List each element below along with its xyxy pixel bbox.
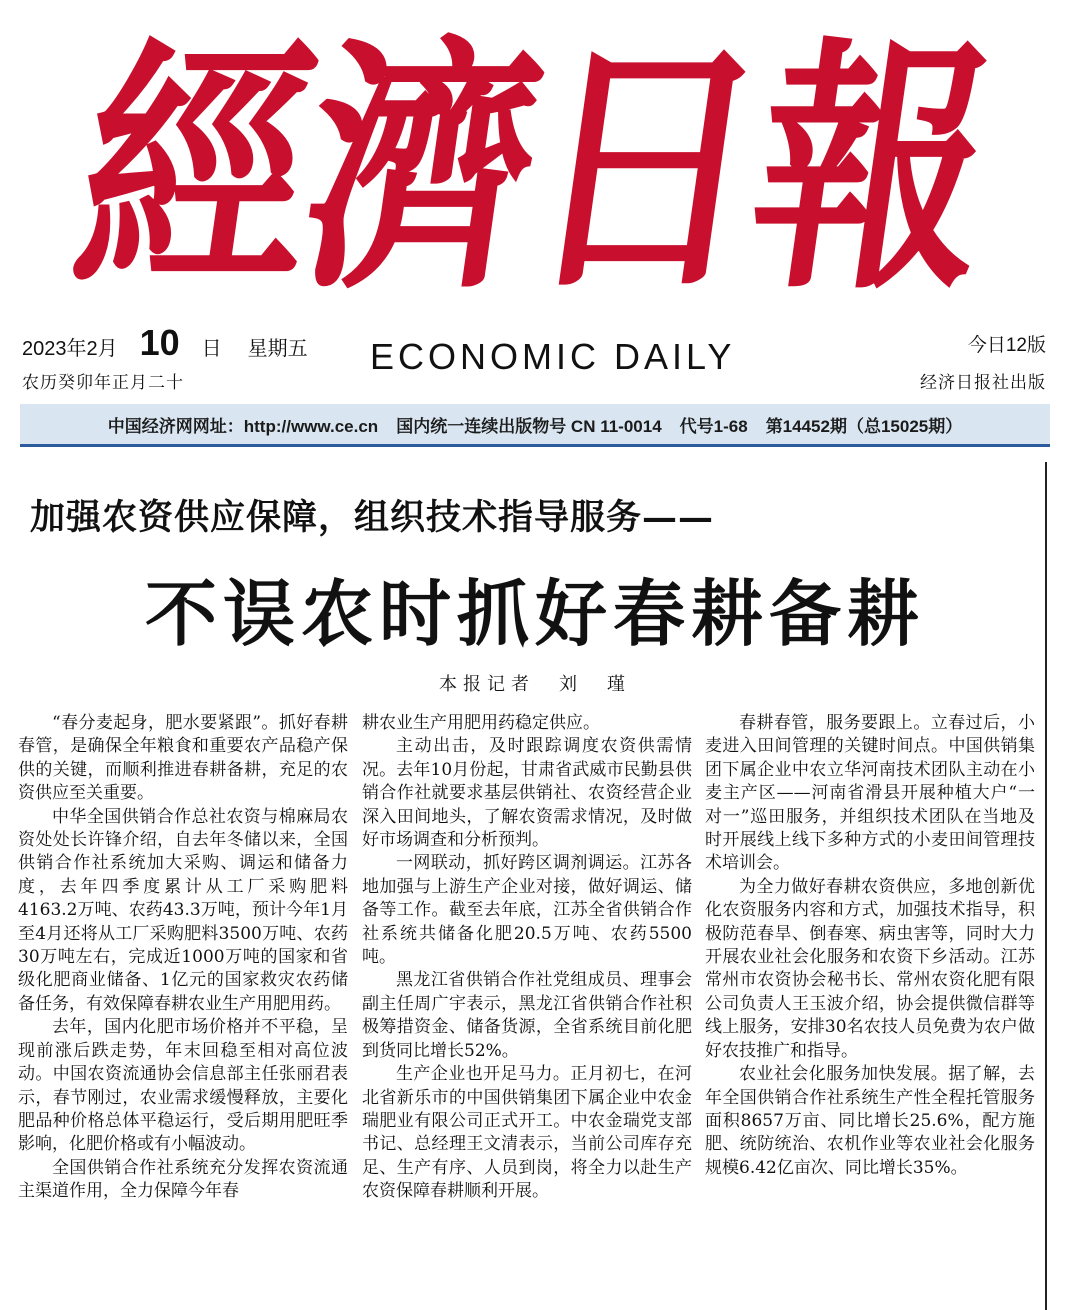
article-column-1 bbox=[18, 712, 348, 1204]
masthead-char: 濟 bbox=[285, 14, 550, 326]
weekday: 星期五 bbox=[247, 338, 308, 360]
paragraph: 主动出击，及时跟踪调度农资供需情况。去年10月份起，甘肃省武威市民勤县供销合作社就要求基层供销社、农资经营企业深入田间地头，了解农资需求情况，及时做好市场调查和分析预判。 bbox=[362, 736, 692, 851]
english-title: ECONOMIC DAILY bbox=[370, 336, 736, 377]
date-day: 10 bbox=[139, 322, 180, 363]
article-kicker: 加强农资供应保障，组织技术指导服务—— bbox=[30, 497, 715, 538]
article-headline: 不误农时抓好春耕备耕 bbox=[144, 572, 925, 656]
issue-number: 第14452期（总15025期） bbox=[765, 416, 963, 436]
article-column-2 bbox=[362, 712, 692, 1204]
paragraph: 春耕春管，服务要跟上。立春过后，小麦进入田间管理的关键时间点。中国供销集团下属企业中农立华河南技术团队主动在小麦主产区——河南省滑县开展种植大户“一对一”巡田服务，并组织技术团队在当地及时开展线上线下多种方式的小麦田间管理技术培训会。 bbox=[705, 713, 1035, 874]
masthead-char: 經 bbox=[60, 14, 325, 326]
masthead-char: 報 bbox=[735, 14, 1000, 326]
date-prefix: 2023年2月 bbox=[22, 338, 118, 360]
paragraph: 去年，国内化肥市场价格并不平稳，呈现前涨后跌走势，年末回稳至相对高位波动。中国农资流通协会信息部主任张丽君表示，春节刚过，农业需求缓慢释放，主要化肥品种价格总体平稳运行，受后期用肥旺季影响，化肥价格或有小幅波动。 bbox=[18, 1017, 348, 1155]
serial-number: 国内统一连续出版物号 CN 11-0014 bbox=[396, 416, 662, 436]
article-byline: 本报记者 刘 瑾 bbox=[439, 674, 631, 695]
paragraph: 耕农业生产用肥用药稳定供应。 bbox=[362, 713, 600, 733]
paragraph: 农业社会化服务加快发展。据了解，去年全国供销合作社系统生产性全程托管服务面积8657万亩、同比增长25.6%，配方施肥、统防统治、农机作业等农业社会化服务规模6.42亿亩次、同比增长35%。 bbox=[705, 1064, 1035, 1178]
lunar-date: 农历癸卯年正月二十 bbox=[22, 373, 184, 393]
paragraph: 黑龙江省供销合作社党组成员、理事会副主任周广宇表示，黑龙江省供销合作社积极筹措资金、储备货源，全省系统目前化肥到货同比增长52%。 bbox=[362, 970, 692, 1061]
paragraph: 一网联动，抓好跨区调剂调运。江苏各地加强与上游生产企业对接，做好调运、储备等工作。截至去年底，江苏全省供销合作社系统共储备化肥20.5万吨、农药5500吨。 bbox=[362, 853, 692, 968]
masthead-char: 日 bbox=[510, 14, 775, 326]
column-rule bbox=[1045, 462, 1047, 1310]
publisher: 经济日报社出版 bbox=[920, 373, 1046, 393]
edition-count: 今日12版 bbox=[967, 335, 1046, 356]
paragraph: 生产企业也开足马力。正月初七，在河北省新乐市的中国供销集团下属企业中农金瑞肥业有限公司正式开工。中农金瑞党支部书记、总经理王文清表示，当前公司库存充足、生产有序、人员到岗，将全力以赴生产农资保障春耕顺利开展。 bbox=[362, 1064, 692, 1202]
issue-date bbox=[22, 322, 308, 362]
paragraph: 全国供销合作社系统充分发挥农资流通主渠道作用，全力保障今年春 bbox=[18, 1157, 348, 1202]
postal-code: 代号1-68 bbox=[679, 416, 748, 436]
article-column-3 bbox=[705, 712, 1035, 1180]
masthead-logo bbox=[60, 14, 1000, 326]
paragraph: 中华全国供销合作总社农资与棉麻局农资处处长许锋介绍，自去年冬储以来，全国供销合作社系统加大采购、调运和储备力度，去年四季度累计从工厂采购肥料4163.2万吨、农药43.3万吨，预计今年1月至4月还将从工厂采购肥料3500万吨、农药30万吨左右，完成近1000万吨的国家和省级化肥商业储备、1亿元的国家救灾农药储备任务，有效保障春耕农业生产用肥用药。 bbox=[18, 806, 348, 1014]
date-day-unit: 日 bbox=[201, 338, 222, 360]
paragraph: “春分麦起身，肥水要紧跟”。抓好春耕春管，是确保全年粮食和重要农产品稳产保供的关键，而顺利推进春耕备耕，充足的农资供应至关重要。 bbox=[18, 713, 348, 804]
website: 中国经济网网址：http://www.ce.cn bbox=[107, 416, 379, 436]
paragraph: 为全力做好春耕农资供应，多地创新优化农资服务内容和方式，加强技术指导，积极防范春旱、倒春寒、病虫害等，同时大力开展农业社会化服务和农资下乡活动。江苏常州市农资协会秘书长、常州农资化肥有限公司负责人王玉波介绍，协会提供微信群等线上服务，安排30名农技人员免费为农户做好农技推广和指导。 bbox=[705, 876, 1035, 1061]
info-bar bbox=[20, 404, 1050, 447]
